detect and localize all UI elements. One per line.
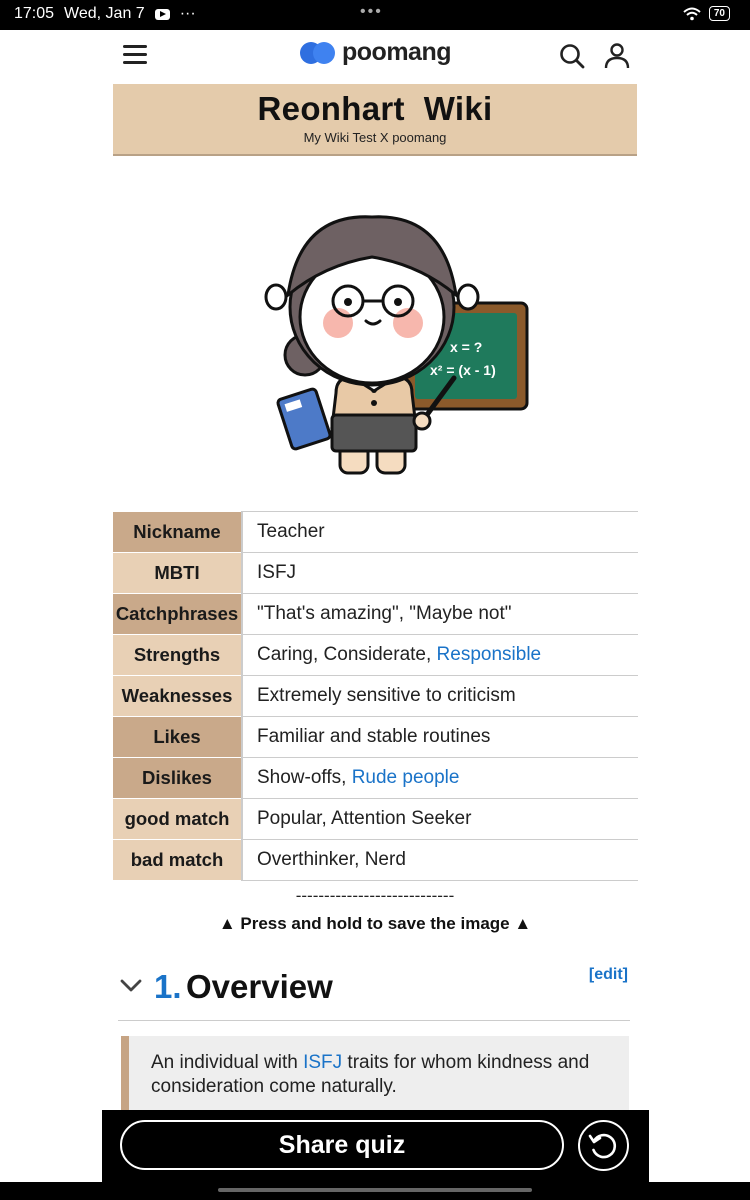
table-row: [113, 758, 638, 799]
overview-heading: [118, 962, 630, 1021]
info-value: Caring, Considerate,: [257, 644, 437, 665]
wifi-icon: [683, 7, 701, 21]
table-row: [113, 676, 638, 717]
wiki-subtitle: My Wiki Test X poomang: [303, 130, 447, 145]
info-value: Overthinker, Nerd: [242, 840, 638, 881]
info-key: Nickname: [113, 512, 242, 553]
isfj-link[interactable]: ISFJ: [303, 1052, 343, 1073]
home-indicator[interactable]: [218, 1188, 532, 1192]
status-more: ···: [179, 5, 196, 22]
table-row: [113, 717, 638, 758]
info-key: Weaknesses: [113, 676, 242, 717]
info-value: Teacher: [242, 512, 638, 553]
bottom-action-bar: [102, 1110, 649, 1182]
section-number: 1.: [154, 968, 182, 1005]
search-icon[interactable]: [559, 43, 585, 69]
info-key: good match: [113, 799, 242, 840]
teacher-character-image: [260, 195, 540, 485]
menu-icon[interactable]: [123, 45, 147, 63]
info-value-cell: [242, 635, 638, 676]
info-value-cell: [242, 758, 638, 799]
quote-text-end: traits for whom kindness and consideration come naturally.: [151, 1052, 590, 1097]
rude-people-link[interactable]: Rude people: [351, 767, 460, 788]
table-row: [113, 635, 638, 676]
status-date: Wed, Jan 7: [64, 5, 145, 22]
info-value: Show-offs,: [257, 767, 352, 788]
info-key: Strengths: [113, 635, 242, 676]
profile-info-table: [113, 511, 638, 881]
section-title: Overview: [186, 968, 333, 1005]
table-row: [113, 840, 638, 881]
chevron-down-icon[interactable]: [120, 978, 142, 994]
overview-quote: [121, 1036, 629, 1116]
table-row: [113, 594, 638, 635]
info-value: ISFJ: [242, 553, 638, 594]
retry-button[interactable]: [578, 1120, 629, 1171]
status-bar: [0, 0, 750, 30]
wiki-title: Reonhart Wiki: [257, 90, 493, 127]
logo-mark: [300, 42, 336, 64]
edit-link[interactable]: [edit]: [588, 966, 628, 983]
multitask-dots[interactable]: •••: [360, 3, 383, 20]
formula-line-2: x² = (x - 1): [430, 362, 496, 378]
responsible-link[interactable]: Responsible: [436, 644, 542, 665]
info-value: "That's amazing", "Maybe not": [242, 594, 638, 635]
info-key: bad match: [113, 840, 242, 881]
table-row: [113, 512, 638, 553]
logo-text: poomang: [342, 38, 451, 66]
user-icon[interactable]: [603, 42, 631, 70]
info-key: Catchphrases: [113, 594, 242, 635]
info-value: Extremely sensitive to criticism: [242, 676, 638, 717]
table-row: [113, 553, 638, 594]
info-value: Popular, Attention Seeker: [242, 799, 638, 840]
poomang-logo[interactable]: [300, 38, 451, 67]
info-value: Familiar and stable routines: [242, 717, 638, 758]
youtube-icon: [155, 9, 170, 20]
wiki-title-banner: [113, 84, 637, 156]
battery-indicator: 70: [709, 6, 730, 21]
share-quiz-button[interactable]: Share quiz: [120, 1120, 564, 1170]
table-row: [113, 799, 638, 840]
status-time: 17:05: [14, 5, 55, 22]
save-image-note: ▲ Press and hold to save the image ▲: [218, 914, 532, 933]
retry-icon: [580, 1122, 627, 1169]
dashed-divider: ----------------------------: [295, 886, 455, 905]
info-key: MBTI: [113, 553, 242, 594]
info-key: Dislikes: [113, 758, 242, 799]
info-key: Likes: [113, 717, 242, 758]
formula-line-1: x = ?: [450, 339, 483, 355]
quote-text-start: An individual with: [151, 1052, 304, 1073]
